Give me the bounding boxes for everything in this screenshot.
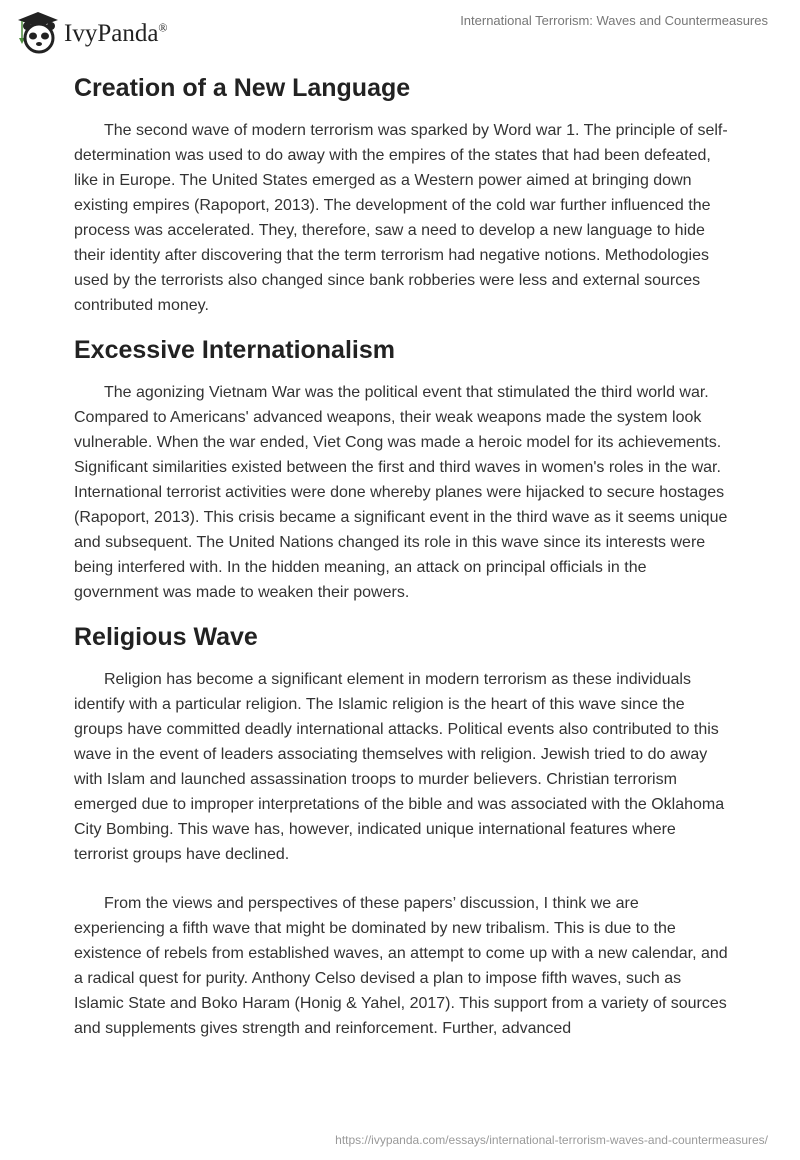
paragraph: The second wave of modern terrorism was sparked by Word war 1. The principle of self-determination was used to do away with the empires of the states that had been defeated, like in Europe. The United States emerged as a Western power aimed at bringing down existing empires (Rapoport, 2013). The development of the cold war further influenced the process was accelerated. They, therefore, saw a need to develop a new language to hide their identity after discovering that the term terrorism had negative notions. Methodologies used by the terrorists also changed since bank robberies were less and external sources contributed money. (74, 122, 728, 314)
document-title: International Terrorism: Waves and Countermeasures (460, 13, 768, 28)
brand-name (64, 20, 168, 48)
section-heading: Excessive Internationalism (74, 336, 395, 364)
ivypanda-logo[interactable] (14, 8, 168, 54)
paragraph: From the views and perspectives of these papers’ discussion, I think we are experiencing a fifth wave that might be dominated by new tribalism. This is due to the existence of rebels from established waves, an attempt to come up with a new calendar, and a radical quest for purity. Anthony Celso devised a plan to impose fifth waves, such as Islamic State and Boko Haram (Honig & Yahel, 2017). This support from a variety of sources and supplements gives strength and reinforcement. Further, advanced (74, 895, 728, 1037)
page-header (0, 0, 800, 60)
registered-mark: ® (158, 20, 168, 35)
panda-graduate-icon (14, 8, 60, 54)
essay-content (74, 70, 728, 1065)
section-heading: Religious Wave (74, 623, 258, 651)
source-url[interactable]: https://ivypanda.com/essays/international-terrorism-waves-and-countermeasures/ (335, 1133, 768, 1147)
section-heading: Creation of a New Language (74, 74, 411, 102)
paragraph: The agonizing Vietnam War was the political event that stimulated the third world war. Compared to Americans' advanced weapons, their weak weapons made the system look vulnerable. When the war ended, Viet Cong was made a heroic model for its achievements. Significant similarities existed between the first and third waves in women's roles in the war. International terrorist activities were done whereby planes were hijacked to secure hostages (Rapoport, 2013). This crisis became a significant event in the third wave as it seems unique and subsequent. The United Nations changed its role in this wave since its interests were being interfered with. In the hidden meaning, an attack on principal officials in the government was made to weaken their powers. (74, 384, 728, 601)
paragraph: Religion has become a significant element in modern terrorism as these individuals identify with a particular religion. The Islamic religion is the heart of this wave since the groups have committed deadly international attacks. Political events also contributed to this wave in the event of leaders associating themselves with religion. Jewish tried to do away with Islam and launched assassination troops to murder believers. Christian terrorism emerged due to improper interpretations of the bible and was associated with the Oklahoma City Bombing. This wave has, however, indicated unique international features where terrorist groups have declined. (74, 671, 725, 863)
brand-text: IvyPanda (64, 20, 159, 47)
